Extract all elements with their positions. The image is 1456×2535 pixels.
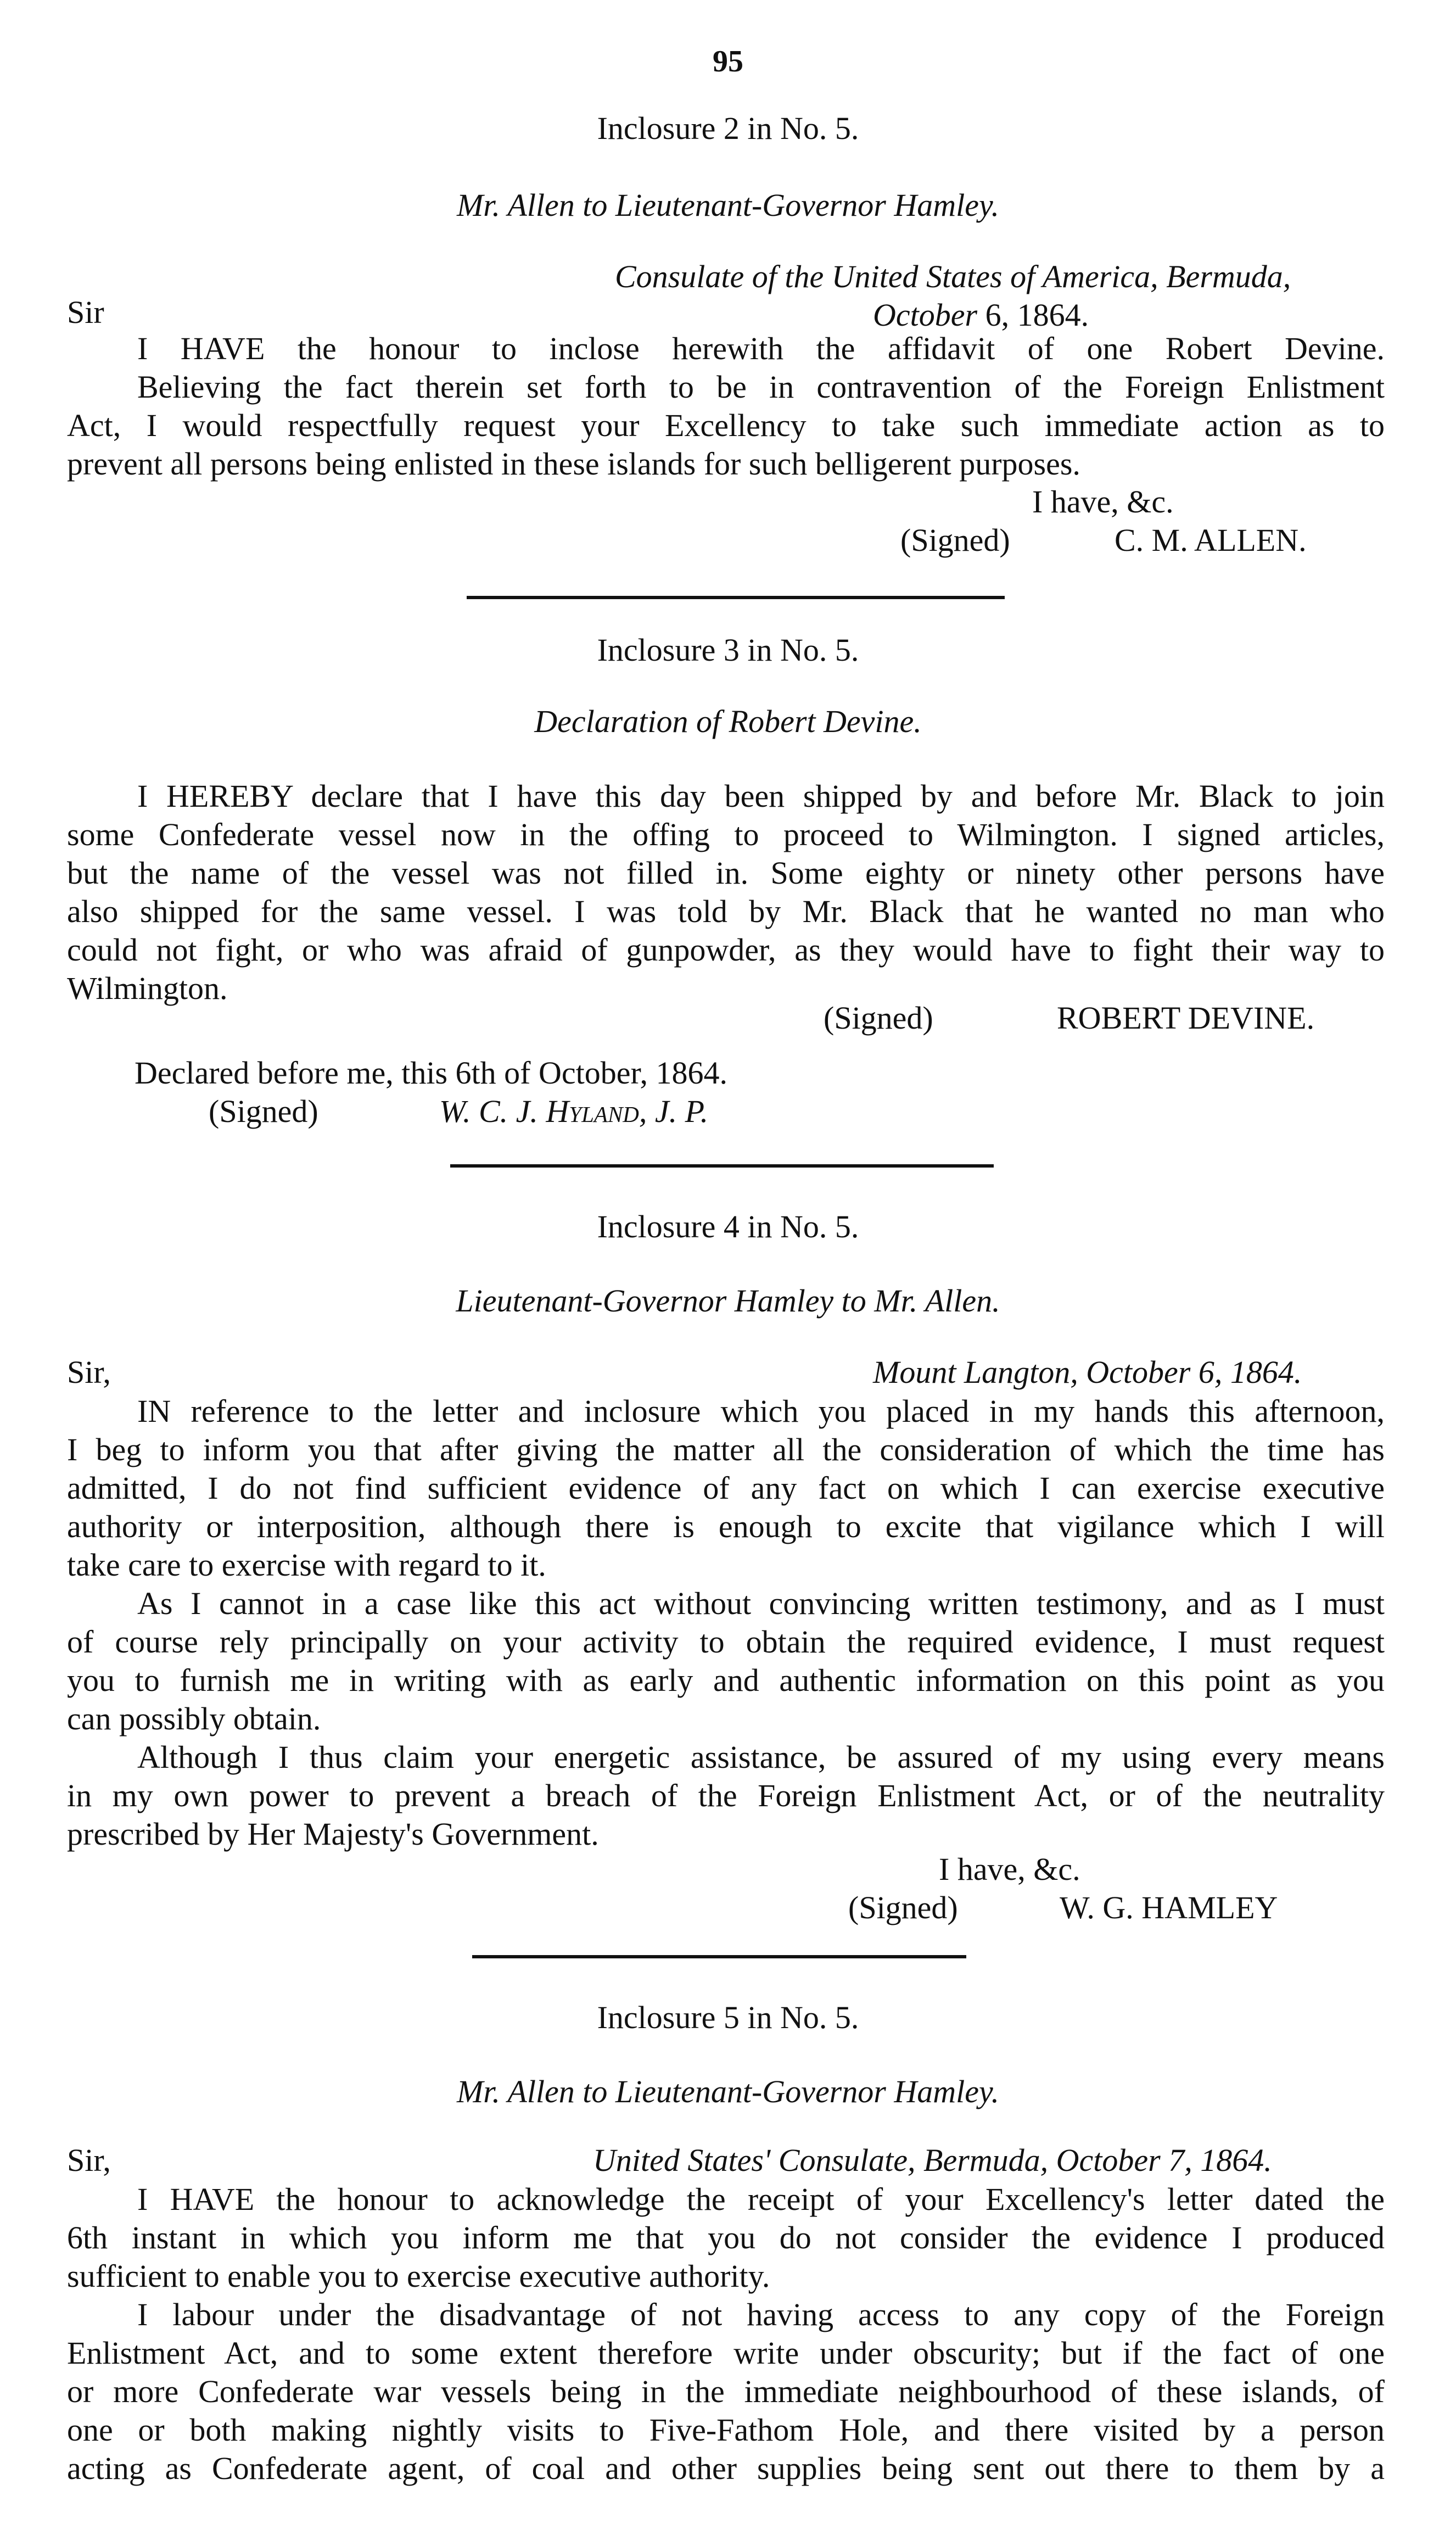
- inclosure-5-line-8: acting as Confederate agent, of coal and other supplies being sent out there to them by a: [67, 2450, 1385, 2486]
- inclosure-2-heading: Inclosure 2 in No. 5.: [597, 110, 859, 146]
- inclosure-4-heading: Inclosure 4 in No. 5.: [597, 1209, 859, 1244]
- inclosure-5-line-7: one or both making nightly visits to Five-Fathom Hole, and there visited by a person: [67, 2412, 1385, 2448]
- inclosure-2-line-2: Believing the fact therein set forth to be in contravention of the Foreign Enlistment: [137, 369, 1385, 405]
- inclosure-4-line-10: Although I thus claim your energetic assistance, be assured of my using every means: [137, 1739, 1385, 1775]
- inclosure-3-signed: (Signed): [824, 1000, 933, 1036]
- inclosure-5-line-5: Enlistment Act, and to some extent therefore write under obscurity; but if the fact of one: [67, 2335, 1385, 2371]
- inclosure-2-line-3: Act, I would respectfully request your Excellency to take such immediate action as to: [67, 407, 1385, 443]
- inclosure-2-title: Mr. Allen to Lieutenant-Governor Hamley.: [456, 187, 999, 223]
- inclosure-4-line-6: As I cannot in a case like this act without convincing written testimony, and as I must: [137, 1585, 1385, 1621]
- inclosure-5-place-date: United States' Consulate, Bermuda, October 7, 1864.: [593, 2142, 1272, 2178]
- inclosure-4-salutation: Sir,: [67, 1354, 111, 1390]
- inclosure-3-line-1: I HEREBY declare that I have this day been shipped by and before Mr. Black to join: [137, 778, 1385, 814]
- inclosure-5-line-3: sufficient to enable you to exercise executive authority.: [67, 2258, 770, 2294]
- inclosure-2-line-4: prevent all persons being enlisted in these islands for such belligerent purposes.: [67, 446, 1080, 482]
- inclosure-3-line-6: Wilmington.: [67, 970, 228, 1006]
- page-number: 95: [713, 44, 743, 79]
- inclosure-3-declared-name: W. C. J. Hyland, J. P.: [439, 1093, 709, 1129]
- inclosure-5-salutation: Sir,: [67, 2142, 111, 2178]
- inclosure-4-signature: W. G. HAMLEY: [1060, 1890, 1278, 1925]
- inclosure-3-signature: ROBERT DEVINE.: [1057, 1000, 1315, 1036]
- inclosure-4-line-9: can possibly obtain.: [67, 1701, 321, 1736]
- inclosure-3-heading: Inclosure 3 in No. 5.: [597, 632, 859, 668]
- inclosure-5-line-4: I labour under the disadvantage of not having access to any copy of the Foreign: [137, 2297, 1385, 2332]
- inclosure-4-line-5: take care to exercise with regard to it.: [67, 1547, 546, 1583]
- inclosure-2-signature: C. M. ALLEN.: [1115, 522, 1307, 558]
- inclosure-4-line-4: authority or interposition, although there is enough to excite that vigilance which I will: [67, 1509, 1385, 1544]
- inclosure-3-line-2: some Confederate vessel now in the offing to proceed to Wilmington. I signed articles,: [67, 817, 1385, 852]
- inclosure-5-line-2: 6th instant in which you inform me that you do not consider the evidence I produced: [67, 2220, 1385, 2255]
- section-divider: [467, 596, 1005, 599]
- inclosure-4-line-12: prescribed by Her Majesty's Government.: [67, 1816, 599, 1852]
- inclosure-4-signed: (Signed): [848, 1890, 958, 1925]
- inclosure-5-heading: Inclosure 5 in No. 5.: [597, 2000, 859, 2035]
- inclosure-4-title: Lieutenant-Governor Hamley to Mr. Allen.: [456, 1283, 1000, 1319]
- inclosure-4-closing: I have, &c.: [939, 1851, 1080, 1887]
- inclosure-2-salutation: Sir: [67, 294, 104, 330]
- inclosure-3-declared-signed: (Signed): [209, 1093, 318, 1129]
- inclosure-4-line-2: I beg to inform you that after giving the matter all the consideration of which the time has: [67, 1432, 1385, 1467]
- inclosure-2-date: October 6, 1864.: [873, 297, 1089, 333]
- inclosure-2-signed: (Signed): [900, 522, 1010, 558]
- section-divider: [450, 1164, 994, 1168]
- inclosure-3-line-5: could not fight, or who was afraid of gunpowder, as they would have to fight their way to: [67, 932, 1385, 968]
- section-divider: [472, 1955, 966, 1958]
- inclosure-3-title: Declaration of Robert Devine.: [534, 703, 922, 739]
- inclosure-4-line-7: of course rely principally on your activity to obtain the required evidence, I must request: [67, 1624, 1385, 1660]
- inclosure-4-line-3: admitted, I do not find sufficient evidence of any fact on which I can exercise executive: [67, 1470, 1385, 1506]
- inclosure-2-place: Consulate of the United States of America, Bermuda,: [615, 259, 1291, 294]
- inclosure-4-line-11: in my own power to prevent a breach of the Foreign Enlistment Act, or of the neutrality: [67, 1778, 1385, 1813]
- inclosure-4-line-1: IN reference to the letter and inclosure which you placed in my hands this afternoon,: [137, 1393, 1385, 1429]
- inclosure-3-line-4: also shipped for the same vessel. I was told by Mr. Black that he wanted no man who: [67, 894, 1385, 929]
- inclosure-3-line-3: but the name of the vessel was not filled in. Some eighty or ninety other persons have: [67, 855, 1385, 891]
- inclosure-5-line-6: or more Confederate war vessels being in the immediate neighbourhood of these islands, of: [67, 2374, 1385, 2409]
- inclosure-5-title: Mr. Allen to Lieutenant-Governor Hamley.: [456, 2074, 999, 2109]
- inclosure-4-place-date: Mount Langton, October 6, 1864.: [873, 1354, 1302, 1390]
- inclosure-5-line-1: I HAVE the honour to acknowledge the receipt of your Excellency's letter dated the: [137, 2181, 1385, 2217]
- inclosure-4-line-8: you to furnish me in writing with as early and authentic information on this point as you: [67, 1662, 1385, 1698]
- inclosure-3-declared: Declared before me, this 6th of October, 1864.: [135, 1055, 727, 1091]
- inclosure-2-closing: I have, &c.: [1032, 484, 1174, 520]
- inclosure-2-line-1: I HAVE the honour to inclose herewith the affidavit of one Robert Devine.: [137, 331, 1385, 366]
